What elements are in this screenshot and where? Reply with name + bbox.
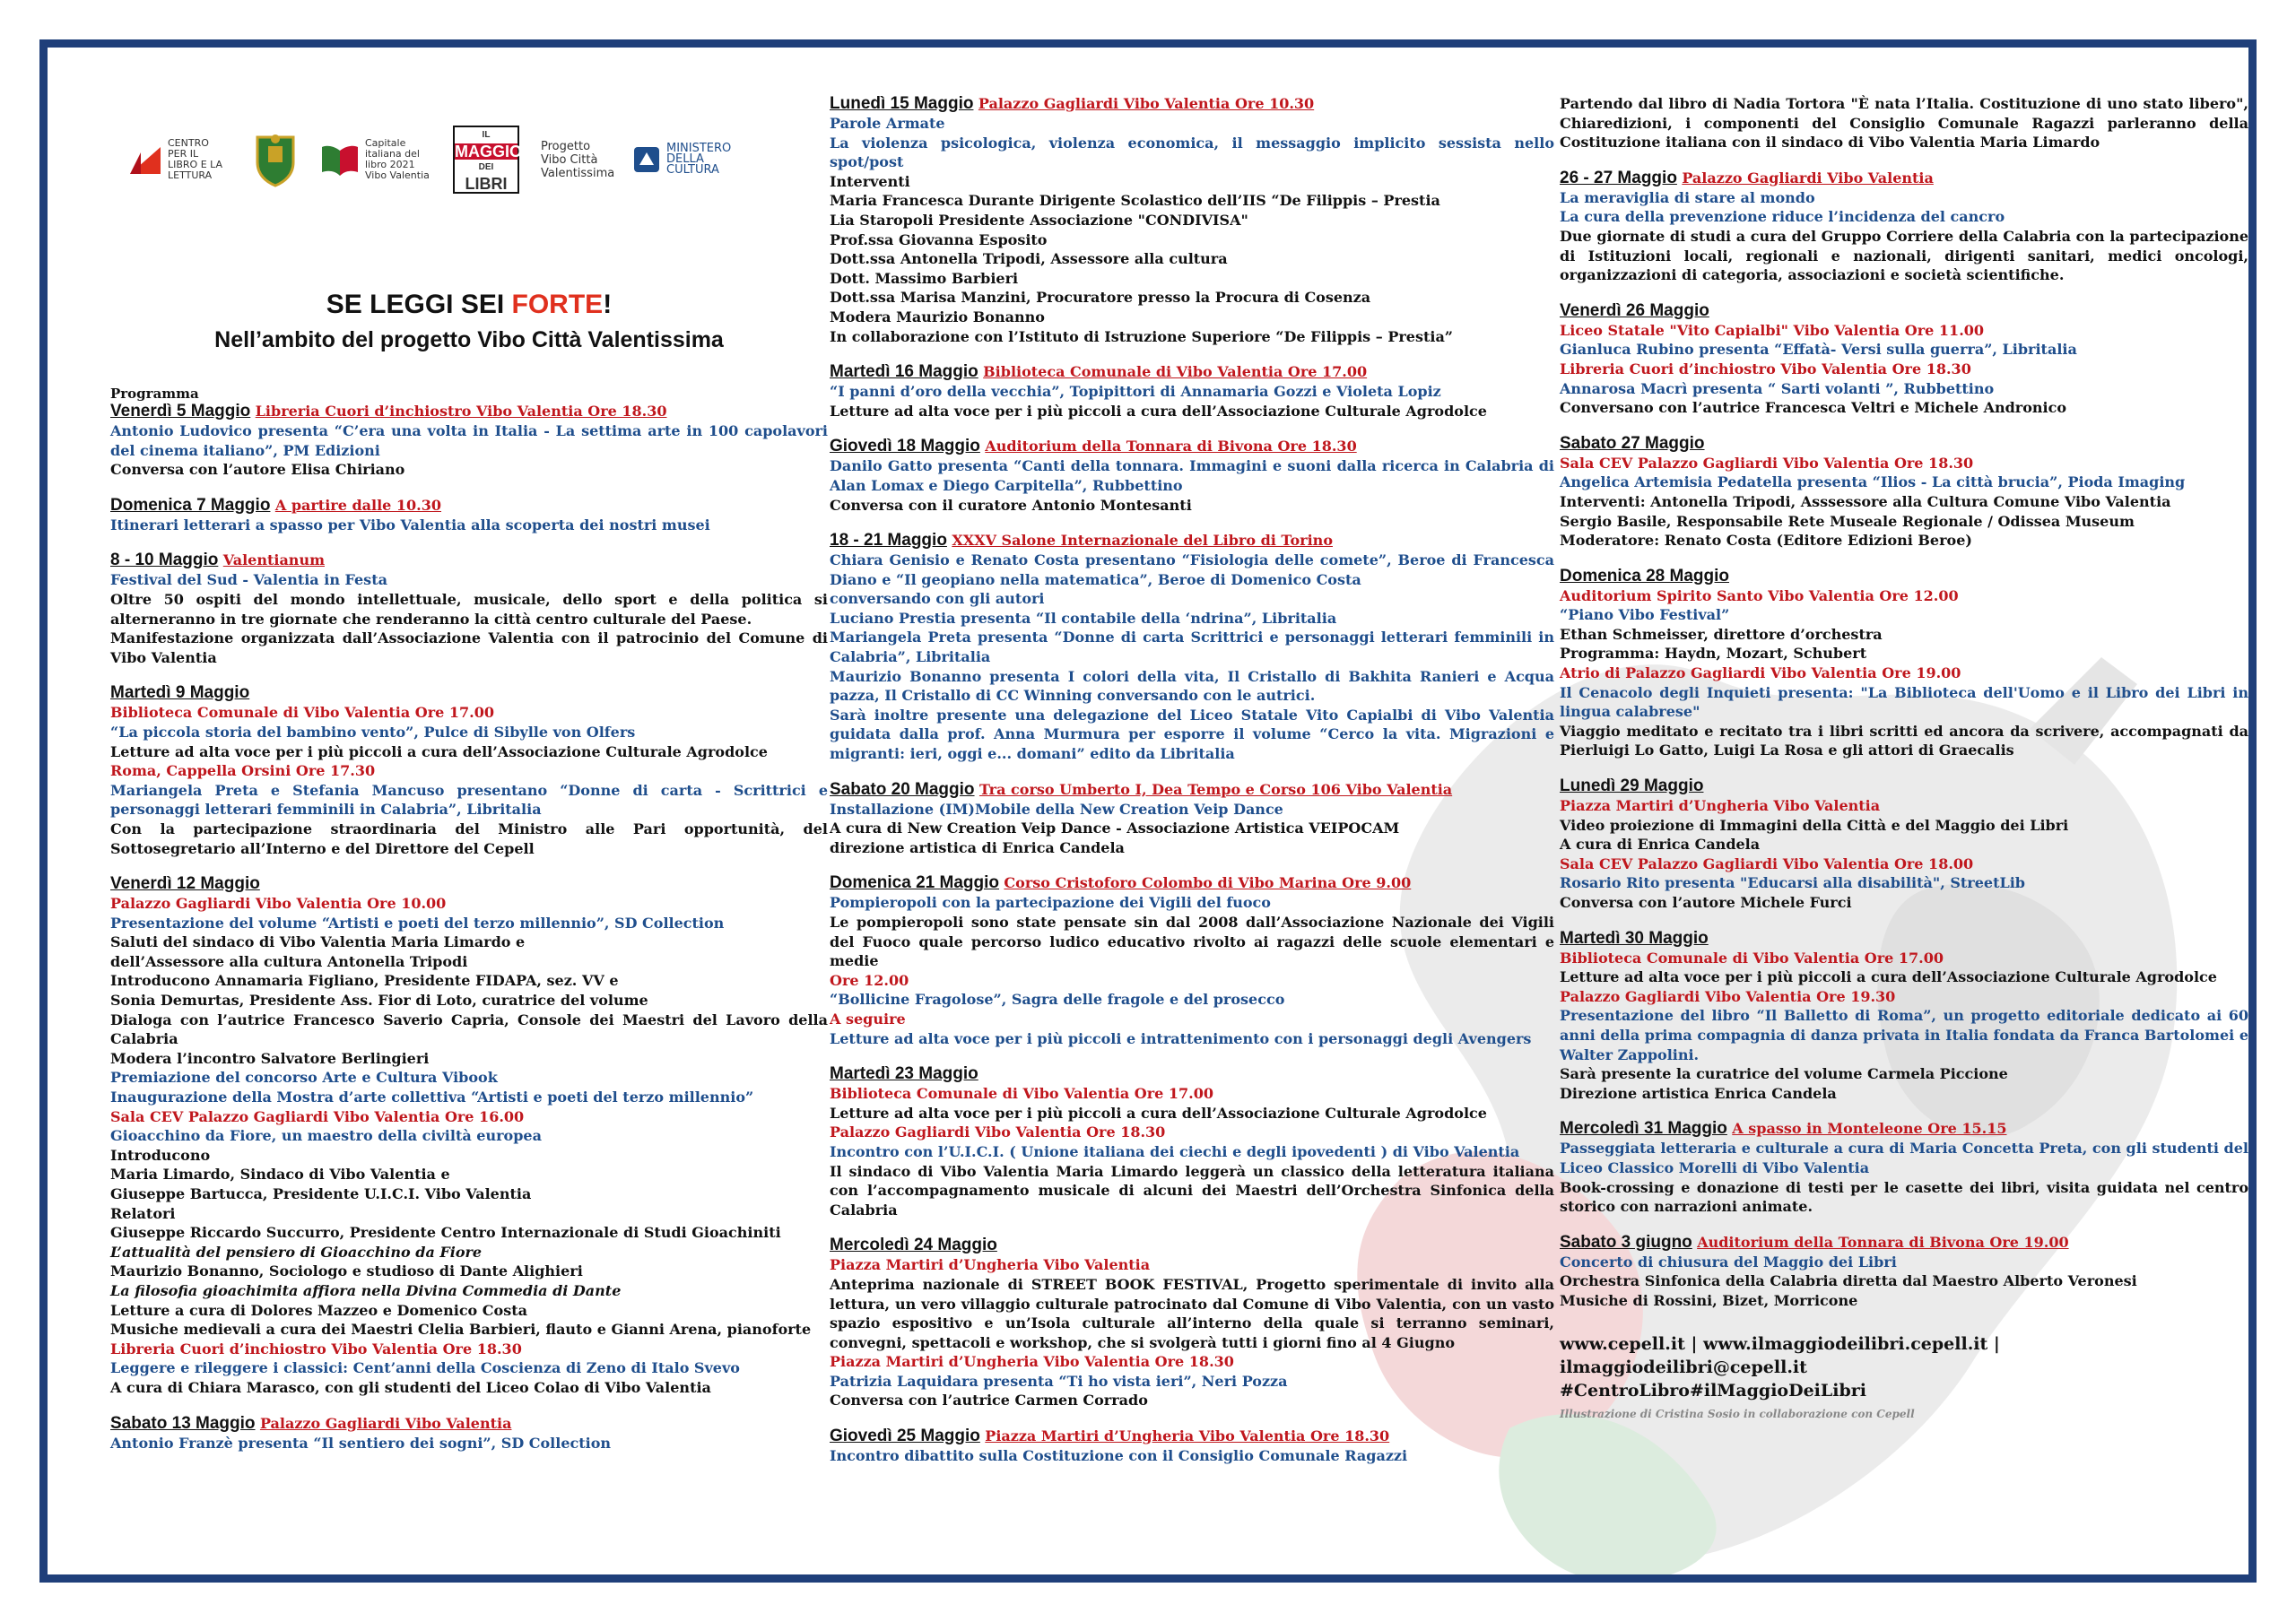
event-line: Incontro con l’U.I.C.I. ( Unione italiana dei ciechi e degli ipovedenti ) di Vibo Valentia: [830, 1142, 1520, 1160]
event-line: Letture ad alta voce per i più piccoli a cura dell’Associazione Culturale Agrodolce: [1560, 968, 2217, 986]
event-line: Ore 12.00: [830, 971, 909, 989]
event-line: Liceo Statale "Vito Capialbi" Vibo Valentia Ore 11.00: [1560, 321, 1985, 339]
event-date-line: [830, 362, 1554, 382]
event-line: Book-crossing e donazione di testi per le casette dei libri, visita guidata nel centro storico con narrazioni animate.: [1560, 1178, 2248, 1216]
event-date-line: [1560, 169, 2248, 188]
footer-hashtags: #CentroLibro#ilMaggioDeiLibri: [1560, 1380, 1866, 1401]
event-date-line: [830, 437, 1554, 456]
event-line: Manifestazione organizzata dall’Associazione Valentia con il patrocinio del Comune di Vibo Valentia: [110, 629, 828, 666]
event-line: Passeggiata letteraria e culturale a cura di Maria Concetta Preta, con gli studenti del Liceo Classico Morelli di Vibo Valentia: [1560, 1140, 2248, 1176]
event-line: Programma: Haydn, Mozart, Schubert: [1560, 645, 1867, 663]
event-day: 26 - 27 Maggio: [1560, 168, 1677, 187]
event-venue: Palazzo Gagliardi Vibo Valentia Ore 10.30: [978, 95, 1315, 112]
event-date-line: [110, 551, 828, 570]
program-event: [1560, 1119, 2248, 1216]
event-line: Letture ad alta voce per i più piccoli a cura dell’Associazione Culturale Agrodolce: [830, 1104, 1487, 1122]
events-col3: [1560, 94, 2248, 1311]
event-venue: Biblioteca Comunale di Vibo Valentia Ore 17.00: [983, 363, 1368, 381]
event-venue: Libreria Cuori d’inchiostro Vibo Valentia Ore 18.30: [255, 403, 667, 420]
event-date-line: [110, 683, 828, 703]
event-day: Sabato 20 Maggio: [830, 779, 975, 799]
event-line: Presentazione del libro “Il Balletto di Roma”, un progetto editoriale dedicato ai 60 anni della prima compagnia di danza privata in Italia fondata da Franca Bartolomei e Walter Zappolini.: [1560, 1007, 2248, 1063]
program-event: [830, 1427, 1554, 1466]
event-day: 18 - 21 Maggio: [830, 531, 947, 551]
event-date-line: [1560, 1119, 2248, 1139]
event-line: Antonio Ludovico presenta “C’era una volta in Italia - La settima arte in 100 capolavori del cinema italiano”, PM Edizioni: [110, 422, 828, 459]
event-line: Piazza Martiri d’Ungheria Vibo Valentia: [1560, 797, 1881, 815]
event-line: Parole Armate: [830, 115, 945, 132]
event-date-line: [110, 402, 828, 421]
event-line: Sala CEV Palazzo Gagliardi Vibo Valentia Ore 18.00: [1560, 854, 1974, 872]
event-date-line: [110, 874, 828, 894]
event-line: Antonio Franzè presenta “Il sentiero dei sogni”, SD Collection: [110, 1434, 612, 1452]
event-line: “Piano Vibo Festival”: [1560, 606, 1730, 624]
program-event: [1560, 169, 2248, 285]
event-line: Il Cenacolo degli Inquieti presenta: "La Biblioteca dell'Uomo e il Libro dei Libri in lingua calabrese": [1560, 683, 2248, 721]
event-day: Sabato 13 Maggio: [110, 1413, 256, 1433]
event-line: Annarosa Macrì presenta “ Sarti volanti ”, Rubbettino: [1560, 379, 1995, 397]
event-line: Danilo Gatto presenta “Canti della tonnara. Immagini e suoni dalla ricerca in Calabria di Alan Lomax e Diego Carpitella”, Rubbettino: [830, 457, 1554, 494]
event-date-line: [830, 873, 1554, 893]
event-line: Sonia Demurtas, Presidente Ass. Fior di Loto, curatrice del volume: [110, 992, 648, 1010]
event-line: Letture ad alta voce per i più piccoli e intrattenimento con i personaggi degli Avengers: [830, 1029, 1532, 1047]
event-date-line: [830, 1064, 1554, 1084]
event-line: Auditorium Spirito Santo Vibo Valentia Ore 12.00: [1560, 586, 1959, 604]
subtitle: Nell’ambito del progetto Vibo Città Valentissima: [214, 327, 724, 352]
event-venue: Valentianum: [222, 551, 325, 569]
program-event: [110, 683, 828, 858]
event-date-line: [110, 1414, 828, 1434]
event-line: Piazza Martiri d’Ungheria Vibo Valentia: [830, 1256, 1151, 1274]
event-line: “I panni d’oro della vecchia”, Topipittori di Annamaria Gozzi e Violeta Lopiz: [830, 383, 1441, 401]
event-line: Introducono Annamaria Figliano, Presidente FIDAPA, sez. VV e: [110, 972, 619, 990]
event-line: Letture a cura di Dolores Mazzeo e Domenico Costa: [110, 1301, 527, 1319]
event-date-line: [830, 1236, 1554, 1255]
event-date-line: [1560, 567, 2248, 586]
program-event: [830, 1236, 1554, 1410]
event-line: Conversa con l’autore Elisa Chiriano: [110, 461, 405, 479]
event-line: Presentazione del volume “Artisti e poeti del terzo millennio”, SD Collection: [110, 914, 725, 932]
program-label: Programma: [110, 386, 199, 402]
program-event: [110, 402, 828, 480]
program-event: [830, 531, 1554, 764]
program-event: [110, 496, 828, 535]
event-line: Conversa con l’autore Michele Furci: [1560, 894, 1852, 911]
main-title: SE LEGGI SEI FORTE!: [326, 290, 613, 319]
event-line: Modera l’incontro Salvatore Berlingieri: [110, 1049, 430, 1067]
event-line: A cura di New Creation Veip Dance - Associazione Artistica VEIPOCAM: [830, 820, 1400, 837]
footer-credit: Illustrazione di Cristina Sosio in collaborazione con Cepell: [1560, 1407, 1915, 1420]
ministero-icon: [632, 145, 661, 174]
poster-frame: [39, 39, 2257, 1583]
event-line: Direzione artistica Enrica Candela: [1560, 1084, 1837, 1102]
event-line: Sergio Basile, Responsabile Rete Museale Regionale / Odissea Museum: [1560, 512, 2135, 530]
event-day: Venerdì 5 Maggio: [110, 402, 251, 421]
event-date-line: [830, 94, 1554, 114]
event-line: Angelica Artemisia Pedatella presenta “Ilios - La città brucia”, Pioda Imaging: [1560, 473, 2186, 491]
event-line: Roma, Cappella Orsini Ore 17.30: [110, 762, 376, 780]
events-col2: [830, 94, 1554, 1466]
cepell-icon: [128, 143, 162, 176]
city-crest-logo: [252, 132, 299, 187]
progetto-logo: Progetto Vibo Città Valentissima: [541, 139, 615, 180]
event-line: Sala CEV Palazzo Gagliardi Vibo Valentia Ore 16.00: [110, 1107, 525, 1125]
event-line: Sarà presente la curatrice del volume Carmela Piccione: [1560, 1065, 2008, 1083]
event-line: Chiara Genisio e Renato Costa presentano “Fisiologia delle comete”, Beroe di Francesca Diano e “Il geopiano nella matematica”, Beroe di Domenico Costa: [830, 551, 1554, 588]
event-line: Patrizia Laquidara presenta “Ti ho vista ieri”, Neri Pozza: [830, 1372, 1288, 1390]
event-line: Le pompieropoli sono state pensate sin dal 2008 dall’Associazione Nazionale dei Vigili del Fuoco quale percorso ludico educativo rivolto ai ragazzi delle scuole elementari e medie: [830, 914, 1554, 970]
event-line: Dott. Massimo Barbieri: [830, 269, 1019, 287]
program-event: [1560, 567, 2248, 760]
open-book-icon: [320, 142, 360, 178]
program-event: [830, 873, 1554, 1048]
event-day: Martedì 30 Maggio: [1560, 928, 1709, 948]
event-line: A cura di Enrica Candela: [1560, 836, 1761, 854]
event-line: Mariangela Preta e Stefania Mancuso presentano “Donne di carta - Scrittrici e personaggi letterari femminili in Calabria”, Libritalia: [110, 781, 828, 819]
event-day: Mercoledì 24 Maggio: [830, 1236, 997, 1255]
program-event: [110, 1414, 828, 1453]
event-line: Sarà inoltre presente una delegazione del Liceo Statale Vito Capialbi di Vibo Valentia guidata dalla prof. Anna Murmura per esporre il volume “Cerco la vita. Migrazioni e migranti: ieri, oggi e... domani” edito da Libritalia: [830, 706, 1554, 763]
event-date-line: [830, 1427, 1554, 1446]
event-line: Conversa con il curatore Antonio Montesanti: [830, 496, 1192, 514]
event-day: Domenica 28 Maggio: [1560, 566, 1729, 585]
event-venue: Auditorium della Tonnara di Bivona Ore 18.30: [985, 438, 1357, 455]
program-event: [1560, 301, 2248, 418]
event-line: Biblioteca Comunale di Vibo Valentia Ore 17.00: [110, 704, 494, 722]
event-line: Conversano con l’autrice Francesca Veltri e Michele Andronico: [1560, 399, 2067, 417]
event-date-line: [830, 531, 1554, 551]
event-line: Gioacchino da Fiore, un maestro della civiltà europea: [110, 1127, 542, 1145]
event-line: Letture ad alta voce per i più piccoli a cura dell’Associazione Culturale Agrodolce: [830, 402, 1487, 420]
event-line: Saluti del sindaco di Vibo Valentia Maria Limardo e: [110, 933, 526, 951]
event-line: Biblioteca Comunale di Vibo Valentia Ore 17.00: [1560, 949, 1944, 967]
event-line: Dott.ssa Antonella Tripodi, Assessore alla cultura: [830, 250, 1228, 268]
event-line: La filosofia gioachimita affiora nella Divina Commedia di Dante: [110, 1281, 622, 1299]
maggio-dei-libri-logo: IL MAGGIO DEI LIBRI: [453, 126, 519, 194]
event-line: Libreria Cuori d’inchiostro Vibo Valentia Ore 18.30: [110, 1340, 522, 1357]
event-line: Introducono: [110, 1146, 211, 1164]
event-day: Venerdì 12 Maggio: [110, 874, 260, 894]
event-line: Palazzo Gagliardi Vibo Valentia Ore 18.30: [830, 1123, 1166, 1141]
event-day: Martedì 16 Maggio: [830, 362, 978, 382]
event-line: Modera Maurizio Bonanno: [830, 308, 1045, 325]
event-line: Dialoga con l’autrice Francesco Saverio Capria, Console dei Maestri del Lavoro della Calabria: [110, 1010, 828, 1048]
program-event: [830, 94, 1554, 346]
capitale-libro-logo: Capitale italiana del libro 2021 Vibo Valentia: [320, 138, 431, 181]
event-line: Anteprima nazionale di STREET BOOK FESTIVAL, Progetto sperimentale di invito alla lettura, un vero villaggio culturale patrocinato dal Comune di Vibo Valentia, con un vasto spazio espositivo e un’Isola culturale all’interno della quale si terranno seminari, convegni, spettacoli e workshop, che si svolgerà tutti i giorni fino al 4 Giugno: [830, 1275, 1554, 1351]
program-event: [830, 362, 1554, 421]
event-line: Giuseppe Riccardo Succurro, Presidente Centro Internazionale di Studi Gioachiniti: [110, 1224, 781, 1242]
event-line: Incontro dibattito sulla Costituzione con il Consiglio Comunale Ragazzi: [830, 1447, 1408, 1465]
event-line: Video proiezione di Immagini della Città e del Maggio dei Libri: [1560, 816, 2069, 834]
event-day: 8 - 10 Maggio: [110, 551, 219, 570]
event-day: Giovedì 18 Maggio: [830, 437, 980, 456]
event-line: Partendo dal libro di Nadia Tortora "È nata l’Italia. Costituzione di uno stato libero", Chiaredizioni, i componenti del Consiglio Comunale Ragazzi parleranno della Costituzione italiana con il sindaco di Vibo Valentia Maria Limardo: [1560, 95, 2248, 152]
event-day: Domenica 21 Maggio: [830, 873, 999, 893]
event-line: Rosario Rito presenta "Educarsi alla disabilità", StreetLib: [1560, 874, 2025, 892]
event-line: La meraviglia di stare al mondo: [1560, 188, 1815, 206]
event-line: Installazione (IM)Mobile della New Creation Veip Dance: [830, 800, 1283, 818]
program-event: [830, 437, 1554, 515]
event-line: Relatori: [110, 1204, 176, 1222]
event-line: Pompieropoli con la partecipazione dei Vigili del fuoco: [830, 894, 1271, 912]
event-line: Orchestra Sinfonica della Calabria diretta dal Maestro Alberto Veronesi: [1560, 1272, 2137, 1290]
event-line: Inaugurazione della Mostra d’arte collettiva “Artisti e poeti del terzo millennio”: [110, 1089, 754, 1106]
event-line: Viaggio meditato e recitato tra i libri scritti ed ancora da scrivere, accompagnati da Pierluigi Lo Gatto, Luigi La Rosa e gli attori di Graecalis: [1560, 722, 2248, 759]
event-date-line: [1560, 929, 2248, 949]
event-line: Palazzo Gagliardi Vibo Valentia Ore 19.30: [1560, 987, 1896, 1005]
footer: [1560, 1332, 2248, 1426]
event-venue: A spasso in Monteleone Ore 15.15: [1732, 1120, 2007, 1138]
column-right: [1560, 48, 2248, 1574]
event-line: Dott.ssa Marisa Manzini, Procuratore presso la Procura di Cosenza: [830, 289, 1371, 307]
event-day: Martedì 23 Maggio: [830, 1064, 978, 1084]
program-event: [110, 551, 828, 667]
event-venue: Piazza Martiri d’Ungheria Vibo Valentia Ore 18.30: [985, 1427, 1390, 1445]
event-line: Sala CEV Palazzo Gagliardi Vibo Valentia Ore 18.30: [1560, 454, 1974, 472]
event-line: La violenza psicologica, violenza economica, il messaggio implicito sessista nello spot/post: [830, 134, 1554, 171]
event-venue: Tra corso Umberto I, Dea Tempo e Corso 106 Vibo Valentia: [978, 780, 1453, 798]
event-line: Interventi: Antonella Tripodi, Asssessore alla Cultura Comune Vibo Valentia: [1560, 492, 2171, 510]
event-line: Piazza Martiri d’Ungheria Vibo Valentia Ore 18.30: [830, 1353, 1234, 1371]
event-line: Maurizio Bonanno presenta I colori della vita, Il Cristallo di Bakhita Ranieri e Acqua pazza, Il Cristallo di CC Winning conversando con le autrici.: [830, 667, 1554, 705]
event-date-line: [1560, 434, 2248, 454]
event-line: Mariangela Preta presenta “Donne di carta Scrittrici e personaggi letterari femminili in Calabria”, Libritalia: [830, 629, 1554, 666]
event-date-line: [830, 780, 1554, 800]
event-line: La cura della prevenzione riduce l’incidenza del cancro: [1560, 208, 2005, 226]
event-date-line: [1560, 776, 2248, 796]
program-event: [1560, 94, 2248, 152]
event-line: Interventi: [830, 172, 910, 190]
event-venue: Palazzo Gagliardi Vibo Valentia: [259, 1414, 512, 1432]
event-line: Maria Limardo, Sindaco di Vibo Valentia e: [110, 1166, 450, 1184]
event-day: Martedì 9 Maggio: [110, 683, 250, 703]
event-line: Libreria Cuori d’inchiostro Vibo Valentia Ore 18.30: [1560, 360, 1971, 377]
cepell-logo: CENTRO PER IL LIBRO E LA LETTURA: [128, 138, 230, 181]
event-line: A seguire: [830, 1010, 906, 1028]
event-day: Lunedì 15 Maggio: [830, 94, 974, 113]
event-line: Palazzo Gagliardi Vibo Valentia Ore 10.00: [110, 895, 447, 913]
crest-icon: [252, 132, 299, 187]
event-line: Concerto di chiusura del Maggio dei Libri: [1560, 1253, 1897, 1271]
column-left: [110, 48, 828, 1574]
program-event: [830, 1064, 1554, 1219]
event-line: Due giornate di studi a cura del Gruppo Corriere della Calabria con la partecipazione di Istituzioni locali, regionali e nazionali, dirigenti sanitari, medici oncologi, organizzazioni di categoria, associazioni e società scientifiche.: [1560, 227, 2248, 284]
event-line: Prof.ssa Giovanna Esposito: [830, 230, 1048, 248]
event-line: Itinerari letterari a spasso per Vibo Valentia alla scoperta dei nostri musei: [110, 516, 710, 533]
event-line: Moderatore: Renato Costa (Editore Edizioni Beroe): [1560, 532, 1972, 550]
event-day: Sabato 3 giugno: [1560, 1232, 1692, 1252]
program-event: [1560, 434, 2248, 551]
event-line: A cura di Chiara Marasco, con gli studenti del Liceo Colao di Vibo Valentia: [110, 1378, 711, 1396]
event-line: L’attualità del pensiero di Gioacchino da Fiore: [110, 1243, 483, 1261]
event-line: Luciano Prestia presenta “Il contabile della ‘ndrina”, Libritalia: [830, 609, 1337, 627]
event-line: Gianluca Rubino presenta “Effatà- Versi sulla guerra”, Libritalia: [1560, 341, 2077, 359]
footer-links[interactable]: www.cepell.it | www.ilmaggiodeilibri.cepell.it | ilmaggiodeilibri@cepell.it: [1560, 1333, 2000, 1377]
event-line: Biblioteca Comunale di Vibo Valentia Ore 17.00: [830, 1085, 1213, 1103]
event-line: In collaborazione con l’Istituto di Istruzione Superiore “De Filippis – Prestia”: [830, 327, 1454, 345]
event-line: Giuseppe Bartucca, Presidente U.I.C.I. Vibo Valentia: [110, 1185, 532, 1202]
event-line: Atrio di Palazzo Gagliardi Vibo Valentia Ore 19.00: [1560, 664, 1961, 682]
program-event: [830, 780, 1554, 858]
event-line: Ethan Schmeisser, direttore d’orchestra: [1560, 625, 1883, 643]
event-day: Sabato 27 Maggio: [1560, 433, 1705, 453]
event-line: “La piccola storia del bambino vento”, Pulce di Sibylle von Olfers: [110, 723, 636, 741]
event-line: “Bollicine Fragolose”, Sagra delle fragole e del prosecco: [830, 991, 1285, 1009]
event-day: Domenica 7 Maggio: [110, 495, 271, 515]
event-venue: Auditorium della Tonnara di Bivona Ore 19.00: [1697, 1233, 2069, 1251]
event-line: Letture ad alta voce per i più piccoli a cura dell’Associazione Culturale Agrodolce: [110, 742, 768, 760]
event-date-line: [110, 496, 828, 516]
event-line: Musiche di Rossini, Bizet, Morricone: [1560, 1291, 1858, 1309]
event-venue: XXXV Salone Internazionale del Libro di Torino: [952, 532, 1333, 550]
event-line: Leggere e rileggere i classici: Cent’anni della Coscienza di Zeno di Italo Svevo: [110, 1359, 740, 1377]
event-day: Giovedì 25 Maggio: [830, 1427, 980, 1446]
event-line: Musiche medievali a cura dei Maestri Clelia Barbieri, flauto e Gianni Arena, pianoforte: [110, 1321, 812, 1339]
event-line: dell’Assessore alla cultura Antonella Tripodi: [110, 952, 468, 970]
events-col1: [110, 402, 828, 1453]
event-line: direzione artistica di Enrica Candela: [830, 838, 1125, 856]
program-event: [1560, 1233, 2248, 1311]
event-venue: Palazzo Gagliardi Vibo Valentia: [1682, 169, 1934, 186]
event-line: Maurizio Bonanno, Sociologo e studioso di Dante Alighieri: [110, 1262, 583, 1280]
event-date-line: [1560, 1233, 2248, 1253]
event-date-line: [1560, 301, 2248, 321]
program-event: [1560, 776, 2248, 913]
program-event: [1560, 929, 2248, 1104]
column-middle: [830, 48, 1554, 1574]
logo-bar: [128, 110, 828, 209]
event-line: Oltre 50 ospiti del mondo intellettuale, musicale, dello sport e della politica si alterneranno in tre giornate che renderanno la città centro culturale del Paese.: [110, 590, 828, 628]
event-line: Maria Francesca Durante Dirigente Scolastico dell’IIS “De Filippis – Prestia: [830, 192, 1440, 210]
event-line: Festival del Sud - Valentia in Festa: [110, 571, 387, 589]
event-line: Conversa con l’autrice Carmen Corrado: [830, 1392, 1148, 1409]
event-day: Venerdì 26 Maggio: [1560, 300, 1709, 320]
ministero-logo: MINISTERO DELLA CULTURA: [632, 143, 736, 176]
event-line: Il sindaco di Vibo Valentia Maria Limardo leggerà un classico della letteratura italiana con l’accompagnamento musicale di alcuni dei Maestri dell’Orchestra Sinfonica della Calabria: [830, 1162, 1554, 1219]
event-line: Lia Staropoli Presidente Associazione "CONDIVISA": [830, 211, 1248, 229]
program-event: [110, 874, 828, 1397]
event-line: conversando con gli autori: [830, 590, 1045, 608]
event-line: Con la partecipazione straordinaria del Ministro alle Pari opportunità, del Sottosegretario all’Interno e del Direttore del Cepell: [110, 820, 828, 857]
event-day: Lunedì 29 Maggio: [1560, 776, 1704, 796]
event-venue: A partire dalle 10.30: [274, 496, 442, 514]
event-venue: Corso Cristoforo Colombo di Vibo Marina Ore 9.00: [1004, 874, 1412, 892]
event-day: Mercoledì 31 Maggio: [1560, 1119, 1727, 1139]
event-line: Premiazione del concorso Arte e Cultura Vibook: [110, 1069, 498, 1087]
